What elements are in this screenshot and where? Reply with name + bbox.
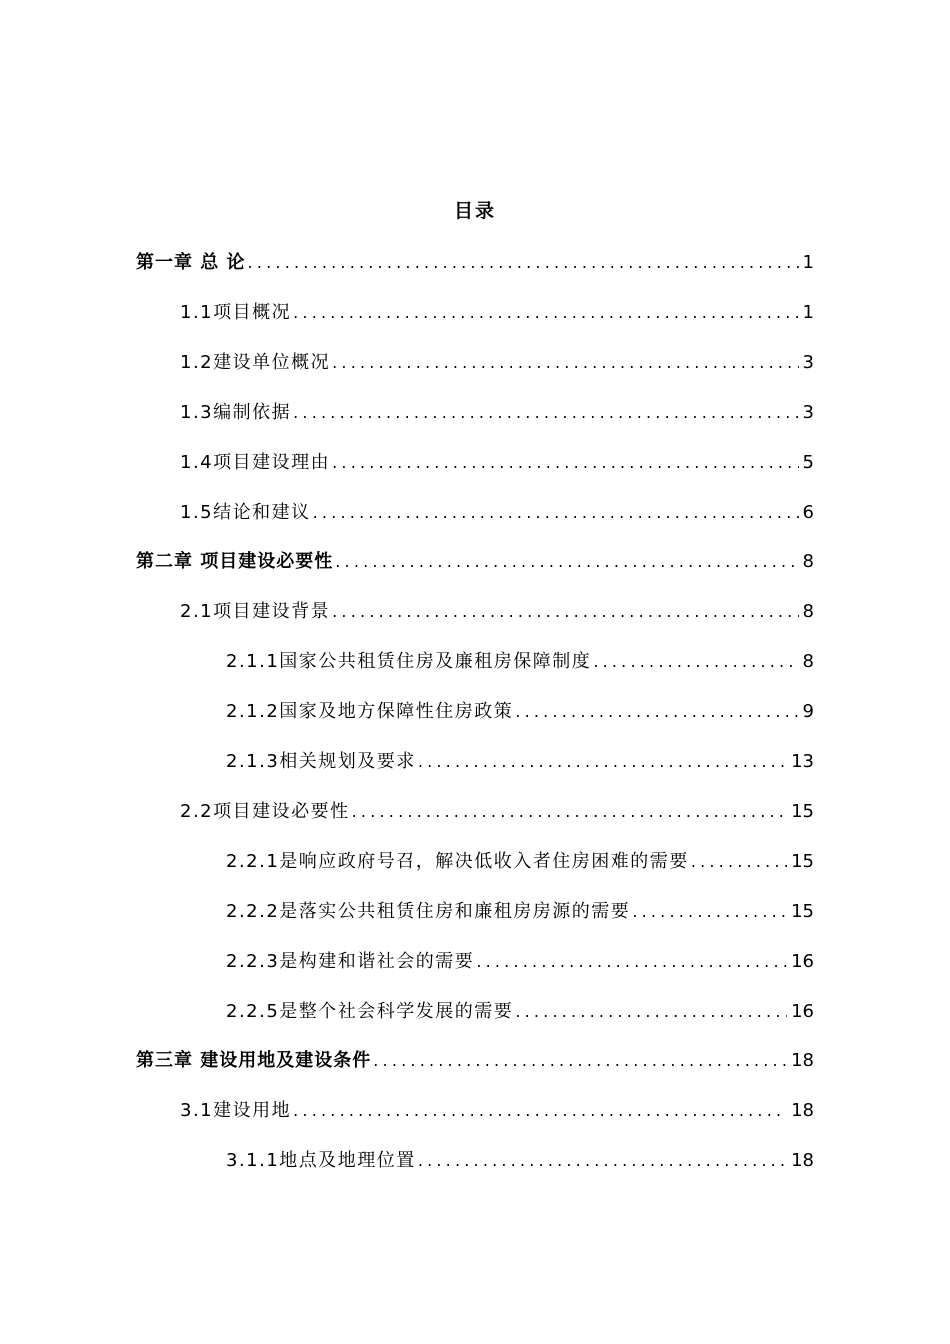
toc-entry[interactable] <box>226 847 814 877</box>
toc-entry-page-number: 18 <box>791 1150 814 1172</box>
toc-entry-label: 1.4项目建设理由 <box>180 451 331 473</box>
toc-entry[interactable] <box>136 547 814 577</box>
toc-dot-leader <box>515 997 787 1027</box>
toc-entry-page-number: 9 <box>802 701 814 723</box>
toc-entry-label: 1.2建设单位概况 <box>180 351 331 373</box>
toc-entry[interactable] <box>226 697 814 727</box>
toc-entry-label: 2.2.5是整个社会科学发展的需要 <box>226 1000 514 1022</box>
toc-entry-page-number: 15 <box>791 800 814 822</box>
toc-dot-leader <box>335 547 798 577</box>
toc-dot-leader <box>632 897 787 927</box>
toc-entry-page-number: 16 <box>791 950 814 972</box>
toc-entry-label: 第三章 建设用地及建设条件 <box>136 1050 372 1072</box>
toc-entry[interactable] <box>226 997 814 1027</box>
toc-entry-label: 1.5结论和建议 <box>180 501 311 523</box>
toc-entry[interactable] <box>180 348 814 378</box>
toc-entry-label: 2.2项目建设必要性 <box>180 800 350 822</box>
toc-dot-leader <box>418 747 787 777</box>
toc-entry-page-number: 16 <box>791 1000 814 1022</box>
toc-dot-leader <box>313 498 799 528</box>
toc-dot-leader <box>293 398 798 428</box>
toc-entry-page-number: 8 <box>802 551 814 573</box>
toc-dot-leader <box>691 847 787 877</box>
toc-entry-label: 2.2.2是落实公共租赁住房和廉租房房源的需要 <box>226 900 631 922</box>
toc-entry-page-number: 18 <box>791 1050 814 1072</box>
toc-entry-label: 第一章 总 论 <box>136 252 246 273</box>
toc-entry[interactable] <box>180 597 814 627</box>
toc-entry-label: 2.1.1国家公共租赁住房及廉租房保障制度 <box>226 651 592 673</box>
toc-dot-leader <box>476 947 787 977</box>
toc-entry-label: 3.1建设用地 <box>180 1100 292 1122</box>
toc-entry-page-number: 15 <box>791 900 814 922</box>
toc-entry-label: 2.1项目建设背景 <box>180 601 331 623</box>
toc-dot-leader <box>373 1046 787 1076</box>
toc-entry-label: 2.2.1是响应政府号召，解决低收入者住房困难的需要 <box>226 850 689 872</box>
toc-entry-page-number: 8 <box>802 651 814 673</box>
toc-entry-label: 第二章 项目建设必要性 <box>136 551 334 573</box>
toc-dot-leader <box>593 647 798 677</box>
toc-dot-leader <box>418 1146 787 1176</box>
toc-entry[interactable] <box>226 1146 814 1176</box>
toc-entry[interactable] <box>226 647 814 677</box>
toc-dot-leader <box>332 597 798 627</box>
toc-entry-label: 3.1.1地点及地理位置 <box>226 1150 416 1172</box>
toc-entry-page-number: 1 <box>802 252 814 273</box>
toc-title: 目录 <box>453 200 496 222</box>
toc-entry-label: 1.3编制依据 <box>180 401 292 423</box>
toc-entry[interactable] <box>180 1096 814 1126</box>
toc-entry[interactable] <box>180 398 814 428</box>
toc-entry-page-number: 3 <box>802 351 814 373</box>
toc-entry-page-number: 3 <box>802 401 814 423</box>
toc-entry-label: 2.1.2国家及地方保障性住房政策 <box>226 701 514 723</box>
toc-entry-label: 1.1项目概况 <box>180 301 292 323</box>
toc-entry[interactable] <box>226 947 814 977</box>
toc-entry-page-number: 8 <box>802 601 814 623</box>
toc-entry[interactable] <box>180 448 814 478</box>
toc-entry-page-number: 18 <box>791 1100 814 1122</box>
toc-entry-label: 2.2.3是构建和谐社会的需要 <box>226 950 475 972</box>
toc-entry[interactable] <box>226 897 814 927</box>
toc-entry-page-number: 13 <box>791 751 814 772</box>
toc-dot-leader <box>332 448 798 478</box>
toc-entry[interactable] <box>226 747 814 777</box>
toc-entry-label: 2.1.3相关规划及要求 <box>226 751 416 772</box>
toc-dot-leader <box>293 1096 787 1126</box>
toc-entry[interactable] <box>136 248 814 278</box>
toc-entry-page-number: 6 <box>802 501 814 523</box>
toc-entry-page-number: 15 <box>791 850 814 872</box>
toc-dot-leader <box>248 248 799 278</box>
toc-entry[interactable] <box>180 797 814 827</box>
toc-entry[interactable] <box>180 298 814 328</box>
toc-entry[interactable] <box>136 1046 814 1076</box>
toc-entry[interactable] <box>180 498 814 528</box>
toc-entry-page-number: 5 <box>802 451 814 473</box>
toc-entry-page-number: 1 <box>802 301 814 323</box>
toc-dot-leader <box>332 348 798 378</box>
toc-dot-leader <box>515 697 798 727</box>
toc-dot-leader <box>293 298 798 328</box>
toc-dot-leader <box>352 797 787 827</box>
